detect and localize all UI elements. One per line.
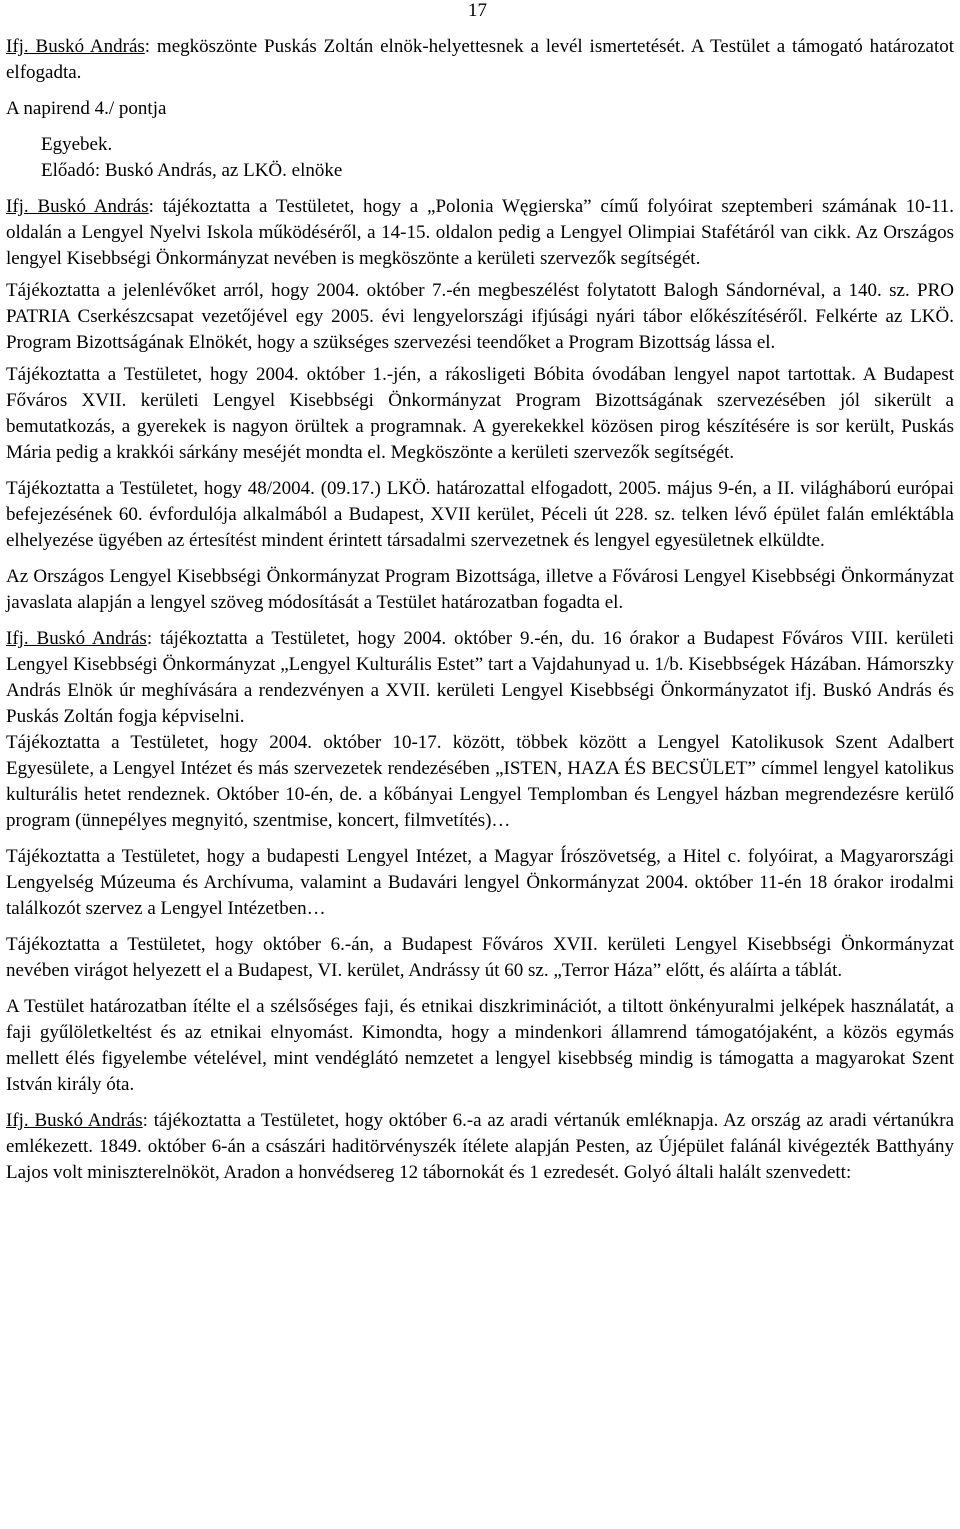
agenda-item-presenter: Előadó: Buskó András, az LKÖ. elnöke — [41, 160, 343, 181]
paragraph-camp: Tájékoztatta a jelenlévőket arról, hogy 2004. október 7.-én megbeszélést folytatott Balogh Sándornéval, a 140. sz. PRO PATRIA Cserkészcsapat vezetőjével egy 2005. évi lengyelországi ifjúsági nyári tábor előkészítéséről. Felkérte az LKÖ. Program Bizottságának Elnökét, hogy a szükséges szervezési teendőket a Program Bizottság lássa el. — [6, 280, 954, 353]
paragraph-literary-meeting: Tájékoztatta a Testületet, hogy a budapesti Lengyel Intézet, a Magyar Írószövetség, a Hitel c. folyóirat, a Magyarországi Lengyelség Múzeuma és Archívuma, valamint a Budavári lengyel Önkormányzat 2004. október 11-én 18 órakor irodalmi találkozót szervez a Lengyel Intézetben… — [6, 846, 954, 919]
paragraph-arad-martyrs: Ifj. Buskó András: tájékoztatta a Testületet, hogy október 6.-a az aradi vértanúk emléknapja. Az ország az aradi vértanúkra emlékezett. 1849. október 6-án a császári haditörvényszék ítélete alapján Pesten, az Újépület falánál kivégezték Batthyány Lajos volt miniszterelnököt, Aradon a honvédsereg 12 tábornokát és 1 ezredesét. Golyó általi halált szenvedett: — [6, 1110, 954, 1183]
speaker-name: Ifj. Buskó András — [6, 628, 147, 649]
paragraph-discrimination: A Testület határozatban ítélte el a szélsőséges faji, és etnikai diszkriminációt, a tiltott önkényuralmi jelképek használatát, a faji gyűlöletkeltést és az etnikai elnyomást. Kimondta, hogy a mindenkori államrend támogatójaként, a közös egymás mellett élés figyelembe vételével, mint vendéglátó nemzetet a lengyel kisebbség mindig is támogatta a magyarokat Szent István király óta. — [6, 996, 954, 1095]
speaker-name: Ifj. Buskó András — [6, 1110, 143, 1131]
paragraph-thanks: Ifj. Buskó András: megköszönte Puskás Zoltán elnök-helyettesnek a levél ismertetését. A Testület a támogató határozatot elfogadta. — [6, 36, 954, 83]
agenda-item-heading: A napirend 4./ pontja — [6, 98, 167, 119]
paragraph-polish-day: Tájékoztatta a Testületet, hogy 2004. október 1.-jén, a rákosligeti Bóbita óvodában lengyel napot tartottak. A Budapest Főváros XVII. kerületi Lengyel Kisebbségi Önkormányzat Program Bizottságának szervezésében jól sikerült a bemutatkozás, a gyerekek is nagyon örültek a programnak. A gyerekekkel közösen pirog készítésére is sor került, Puskás Mária pedig a krakkói sárkány meséjét mondta el. Megköszönte a kerületi szervezők segítségét. — [6, 364, 954, 463]
paragraph-catholic-week: Tájékoztatta a Testületet, hogy 2004. október 10-17. között, többek között a Lengyel Katolikusok Szent Adalbert Egyesülete, a Lengyel Intézet és más szervezetek rendezésében „ISTEN, HAZA ÉS BECSÜLET” címmel lengyel katolikus kulturális hetet rendeznek. Október 10-én, de. a kőbányai Lengyel Templomban és Lengyel házban megrendezésre kerülő program (ünnepélyes megnyitó, szentmise, koncert, filmvetítés)… — [6, 732, 954, 831]
agenda-item-title: Egyebek. — [41, 134, 113, 155]
page-number: 17 — [468, 0, 487, 21]
paragraph-memorial-plaque: Tájékoztatta a Testületet, hogy 48/2004. (09.17.) LKÖ. határozattal elfogadott, 2005. május 9-én, a II. világháború európai befejezésének 60. évfordulója alkalmából a Budapest, XVII kerület, Péceli út 228. sz. telken lévő épület falán emléktábla elhelyezése ügyében az értesítést mindent érintett társadalmi szervezetnek és lengyel egyesületnek elküldte. — [6, 478, 954, 551]
paragraph-cultural-evening: Ifj. Buskó András: tájékoztatta a Testületet, hogy 2004. október 9.-én, du. 16 órakor a Budapest Főváros VIII. kerületi Lengyel Kisebbségi Önkormányzat „Lengyel Kulturális Estet” tart a Vajdahunyad u. 1/b. Kisebbségek Házában. Hámorszky András Elnök úr meghívására a rendezvényen a XVII. kerületi Lengyel Kisebbségi Önkormányzatot ifj. Buskó András és Puskás Zoltán fogja képviselni. — [6, 628, 954, 727]
speaker-name: Ifj. Buskó András — [6, 196, 149, 217]
paragraph-terror-house: Tájékoztatta a Testületet, hogy október 6.-án, a Budapest Főváros XVII. kerületi Lengyel Kisebbségi Önkormányzat nevében virágot helyezett el a Budapest, VI. kerület, Andrássy út 60 sz. „Terror Háza” előtt, és aláírta a táblát. — [6, 934, 954, 981]
paragraph-text-modification: Az Országos Lengyel Kisebbségi Önkormányzat Program Bizottsága, illetve a Fővárosi Lengyel Kisebbségi Önkormányzat javaslata alapján a lengyel szöveg módosítását a Testület határozatban fogadta el. — [6, 566, 954, 613]
speaker-name: Ifj. Buskó András — [6, 36, 145, 57]
paragraph-polonia: Ifj. Buskó András: tájékoztatta a Testületet, hogy a „Polonia Węgierska” című folyóirat szeptemberi számának 10-11. oldalán a Lengyel Nyelvi Iskola működéséről, a 14-15. oldalon pedig a Lengyel Olimpiai Stafétáról van cikk. Az Országos lengyel Kisebbségi Önkormányzat nevében is megköszönte a kerületi szervezők segítségét. — [6, 196, 954, 269]
